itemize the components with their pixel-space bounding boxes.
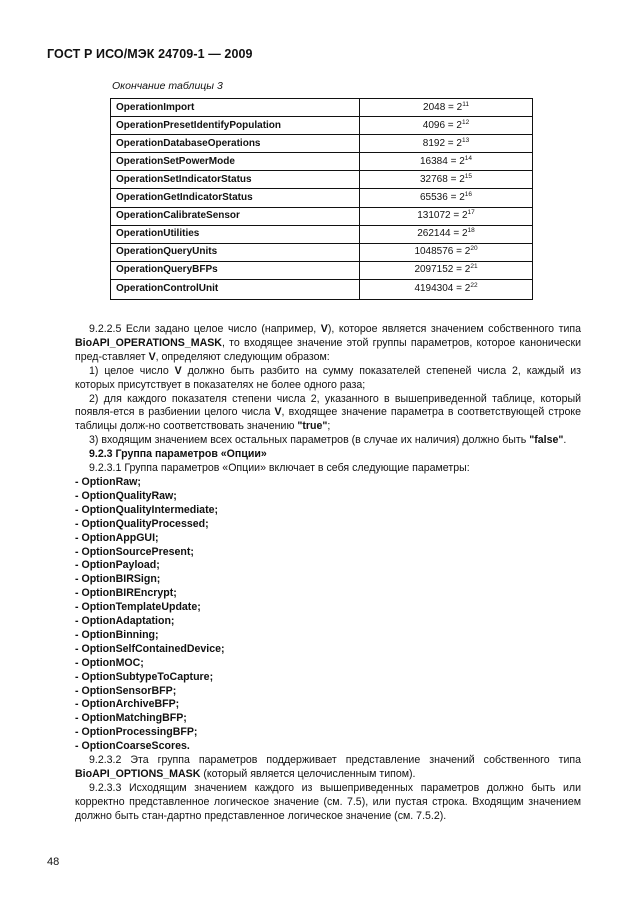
operation-value-cell [360, 99, 533, 117]
value-base: 2097152 = 2 [414, 264, 471, 276]
operation-name-cell: OperationSetPowerMode [111, 153, 360, 171]
value-exponent: 14 [464, 154, 472, 162]
operation-name-cell: OperationQueryUnits [111, 243, 360, 261]
paragraph-9-2-3-1: 9.2.3.1 Группа параметров «Опции» включает в себя следующие параметры: [89, 462, 470, 475]
option-item: - OptionQualityProcessed; [75, 517, 209, 530]
operation-value-cell [360, 135, 533, 153]
value-base: 1048576 = 2 [414, 246, 471, 258]
paragraph-9-2-2-5: 9.2.2.5 Если задано целое число (например, V), которое является значением собственного типа BioAPI_OPERATIONS_MASK, то входящее значение этой группы параметров, которое канонически пред-ставляет V, определяют следующим образом: [75, 323, 581, 363]
operation-name-cell: OperationUtilities [111, 225, 360, 243]
operation-name-cell: OperationControlUnit [111, 279, 360, 299]
paragraph-9-2-3-2: 9.2.3.2 Эта группа параметров поддерживает представление значений собственного типа BioAPI_OPTIONS_MASK (который является целочисленным типом). [75, 754, 581, 780]
table-row [111, 135, 533, 153]
table-row [111, 243, 533, 261]
value-exponent: 17 [467, 209, 475, 217]
value-exponent: 15 [464, 172, 472, 180]
operation-value-cell [360, 243, 533, 261]
operation-name-cell: OperationPresetIdentifyPopulation [111, 117, 360, 135]
option-item: - OptionTemplateUpdate; [75, 601, 201, 614]
operation-name-cell: OperationDatabaseOperations [111, 135, 360, 153]
value-exponent: 18 [467, 227, 475, 235]
operation-value-cell [360, 261, 533, 279]
option-item: - OptionCoarseScores. [75, 740, 190, 753]
value-base: 16384 = 2 [420, 155, 465, 167]
table-row [111, 153, 533, 171]
table-row [111, 279, 533, 299]
table-row [111, 171, 533, 189]
operation-value-cell [360, 189, 533, 207]
value-base: 2048 = 2 [423, 101, 463, 113]
table-row [111, 189, 533, 207]
option-item: - OptionAdaptation; [75, 615, 175, 628]
value-base: 4096 = 2 [422, 119, 462, 131]
operation-name-cell: OperationQueryBFPs [111, 261, 360, 279]
table-caption: Окончание таблицы 3 [112, 80, 223, 92]
value-exponent: 16 [464, 191, 472, 199]
value-base: 8192 = 2 [422, 137, 462, 149]
table-row [111, 225, 533, 243]
table-row [111, 117, 533, 135]
operation-value-cell [360, 207, 533, 225]
option-item: - OptionArchiveBFP; [75, 698, 180, 711]
paragraph-rule-1: 1) целое число V должно быть разбито на сумму показателей степеней числа 2, каждый из которых присутствует в показателях не более одного раза; [75, 364, 582, 391]
option-item: - OptionMatchingBFP; [75, 712, 187, 725]
paragraph-rule-3: 3) входящим значением всех остальных параметров (в случае их наличия) должно быть "false". [89, 434, 567, 447]
paragraph-rule-2: 2) для каждого показателя степени числа 2, указанного в вышеприведенной таблице, который появля-ется в разбиении целого числа V, входящее значение параметра в соответствующей строке таблицы долж-но соответствовать значению "true"; [75, 392, 581, 433]
body-text [75, 323, 581, 824]
option-item: - OptionSourcePresent; [75, 545, 194, 558]
value-exponent: 12 [461, 118, 470, 126]
operation-value-cell [360, 279, 533, 299]
section-heading-9-2-3: 9.2.3 Группа параметров «Опции» [89, 448, 267, 461]
operation-name-cell: OperationImport [111, 99, 360, 117]
operation-name-cell: OperationSetIndicatorStatus [111, 171, 360, 189]
option-item: - OptionSelfContainedDevice; [75, 642, 225, 655]
option-item: - OptionProcessingBFP; [75, 726, 198, 739]
document-header: ГОСТ Р ИСО/МЭК 24709-1 — 2009 [47, 47, 253, 61]
value-base: 32768 = 2 [420, 173, 465, 185]
option-item: - OptionMOC; [75, 656, 144, 669]
option-item: - OptionBIRSign; [75, 573, 161, 586]
value-exponent: 22 [470, 282, 478, 290]
value-base: 4194304 = 2 [414, 283, 471, 295]
operation-value-cell [360, 117, 533, 135]
option-item: - OptionRaw; [75, 475, 141, 488]
operations-table [110, 98, 533, 300]
value-exponent: 21 [470, 263, 478, 271]
option-item: - OptionQualityRaw; [75, 489, 177, 502]
table-row [111, 99, 533, 117]
page-number: 48 [47, 856, 60, 868]
value-exponent: 11 [462, 100, 469, 108]
option-item: - OptionBinning; [75, 628, 159, 641]
table-row [111, 261, 533, 279]
operation-name-cell: OperationGetIndicatorStatus [111, 189, 360, 207]
value-exponent: 13 [461, 136, 470, 144]
value-base: 65536 = 2 [420, 192, 465, 204]
option-item: - OptionBIREncrypt; [75, 587, 177, 600]
paragraph-9-2-3-3: 9.2.3.3 Исходящим значением каждого из вышеприведенных параметров должно быть или корректно представленное логическое значение (см. 7.5), или пустая строка. Входящим значением должно быть стан-дартно представленное логическое значение (см. 7.5.2). [75, 781, 581, 822]
option-item: - OptionSubtypeToCapture; [75, 670, 214, 683]
table-row [111, 207, 533, 225]
operation-value-cell [360, 225, 533, 243]
value-base: 131072 = 2 [417, 210, 468, 222]
option-item: - OptionQualityIntermediate; [75, 503, 219, 516]
option-item: - OptionAppGUI; [75, 531, 159, 544]
operation-value-cell [360, 171, 533, 189]
options-list [75, 476, 581, 754]
value-base: 262144 = 2 [417, 228, 468, 240]
operation-value-cell [360, 153, 533, 171]
value-exponent: 20 [470, 245, 478, 253]
option-item: - OptionSensorBFP; [75, 684, 177, 697]
operation-name-cell: OperationCalibrateSensor [111, 207, 360, 225]
option-item: - OptionPayload; [75, 559, 160, 572]
